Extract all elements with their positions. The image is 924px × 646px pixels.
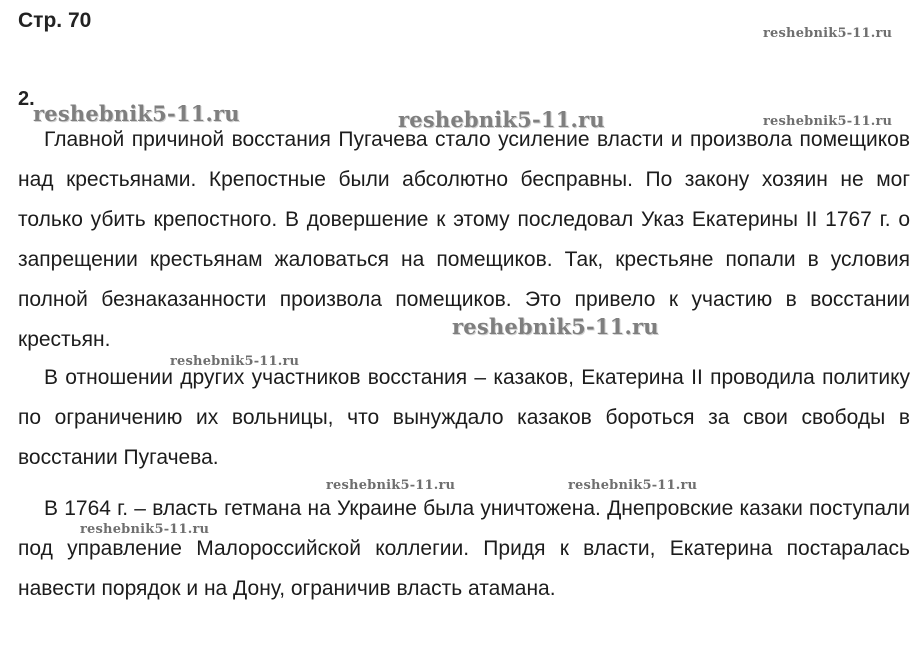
watermark: reshebnik5-11.ru bbox=[398, 107, 605, 132]
watermark: reshebnik5-11.ru bbox=[568, 478, 698, 493]
watermark: reshebnik5-11.ru bbox=[763, 26, 893, 41]
watermark: reshebnik5-11.ru bbox=[33, 101, 240, 126]
answer-paragraph-1: Главной причиной восстания Пугачева стало усиление власти и произвола помещиков над крестьянами. Крепостные были абсолютно бесправны. По закону хозяин не мог только убить крепостного. В довершение к этому последовал Указ Екатерины II 1767 г. о запрещении крестьянам жаловаться на помещиков. Так, крестьяне попали в условия полной безнаказанности произвола помещиков. Это привело к участию в восстании крестьян. bbox=[18, 128, 910, 351]
watermark: reshebnik5-11.ru bbox=[763, 114, 893, 129]
watermark: reshebnik5-11.ru bbox=[326, 478, 456, 493]
task-number: 2. bbox=[18, 88, 35, 110]
page-label: Стр. 70 bbox=[18, 9, 92, 32]
watermark: reshebnik5-11.ru bbox=[170, 354, 300, 369]
answer-paragraph-3: В 1764 г. – власть гетмана на Украине была уничтожена. Днепровские казаки поступали под управление Малороссийской коллегии. Придя к власти, Екатерина постаралась навести порядок и на Дону, ограничив власть атамана. bbox=[18, 497, 910, 600]
answer-paragraph-2: В отношении других участников восстания – казаков, Екатерина II проводила политику по ограничению их вольницы, что вынуждало казаков бороться за свои свободы в восстании Пугачева. bbox=[18, 366, 910, 469]
watermark: reshebnik5-11.ru bbox=[452, 314, 659, 339]
watermark: reshebnik5-11.ru bbox=[80, 522, 210, 537]
